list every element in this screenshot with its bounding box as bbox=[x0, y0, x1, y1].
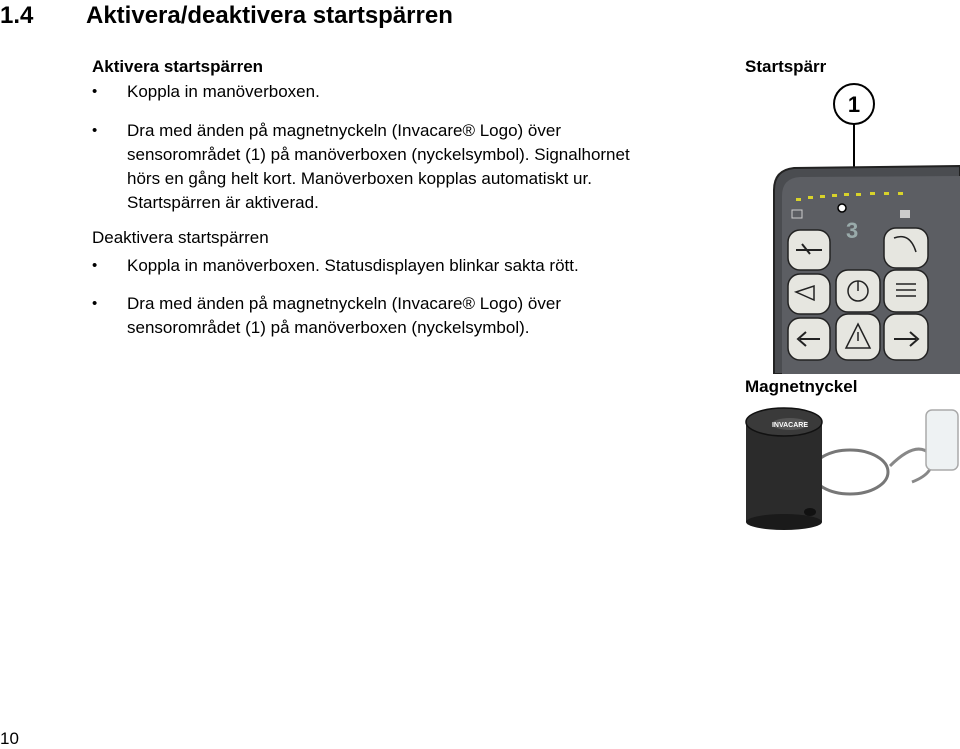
activate-heading: Aktivera startspärren bbox=[92, 57, 264, 76]
bullet-marker: • bbox=[92, 122, 98, 139]
lights-button bbox=[884, 270, 928, 312]
control-box-illustration bbox=[760, 78, 960, 374]
bullet-marker: • bbox=[92, 295, 98, 312]
activate-step-2 bbox=[127, 119, 630, 215]
text-line: sensorområdet (1) på manöverboxen (nyckelsymbol). bbox=[127, 318, 530, 337]
magnet-cylinder bbox=[746, 422, 822, 522]
text-line: Dra med änden på magnetnyckeln (Invacare® Logo) över bbox=[127, 121, 561, 140]
figure-label-startspärr: Startspärr bbox=[745, 57, 827, 76]
right-indicator-button bbox=[884, 314, 928, 360]
text-line: Startspärren är aktiverad. bbox=[127, 193, 319, 212]
figure-label-magnetnyckel: Magnetnyckel bbox=[745, 377, 858, 396]
deactivate-step-1 bbox=[127, 254, 579, 278]
section-title: Aktivera/deaktivera startspärren bbox=[86, 2, 453, 29]
bullet-marker: • bbox=[92, 83, 98, 100]
activate-step-1 bbox=[127, 80, 320, 104]
horn-button bbox=[788, 274, 830, 314]
text-line: sensorområdet (1) på manöverboxen (nyckelsymbol). Signalhornet bbox=[127, 145, 630, 164]
text-line: Dra med änden på magnetnyckeln (Invacare® Logo) över bbox=[127, 294, 561, 313]
magnet-key-illustration bbox=[740, 400, 960, 530]
key-ring bbox=[812, 450, 888, 494]
text-line: Koppla in manöverboxen. bbox=[127, 82, 320, 101]
display-digit: 3 bbox=[846, 218, 859, 243]
key-sensor-icon bbox=[838, 204, 846, 212]
seat-button bbox=[884, 228, 928, 268]
section-number: 1.4 bbox=[0, 2, 34, 29]
deactivate-step-2 bbox=[127, 292, 561, 340]
text-line: Koppla in manöverboxen. Statusdisplayen blinkar sakta rött. bbox=[127, 256, 579, 275]
bullet-marker: • bbox=[92, 257, 98, 274]
page-number: 10 bbox=[0, 729, 19, 748]
deactivate-heading: Deaktivera startspärren bbox=[92, 228, 269, 247]
text-line: hörs en gång helt kort. Manöverboxen kopplas automatiskt ur. bbox=[127, 169, 592, 188]
invacare-logo: INVACARE bbox=[771, 422, 809, 429]
callout-number: 1 bbox=[847, 92, 861, 117]
clear-tag bbox=[926, 410, 958, 470]
